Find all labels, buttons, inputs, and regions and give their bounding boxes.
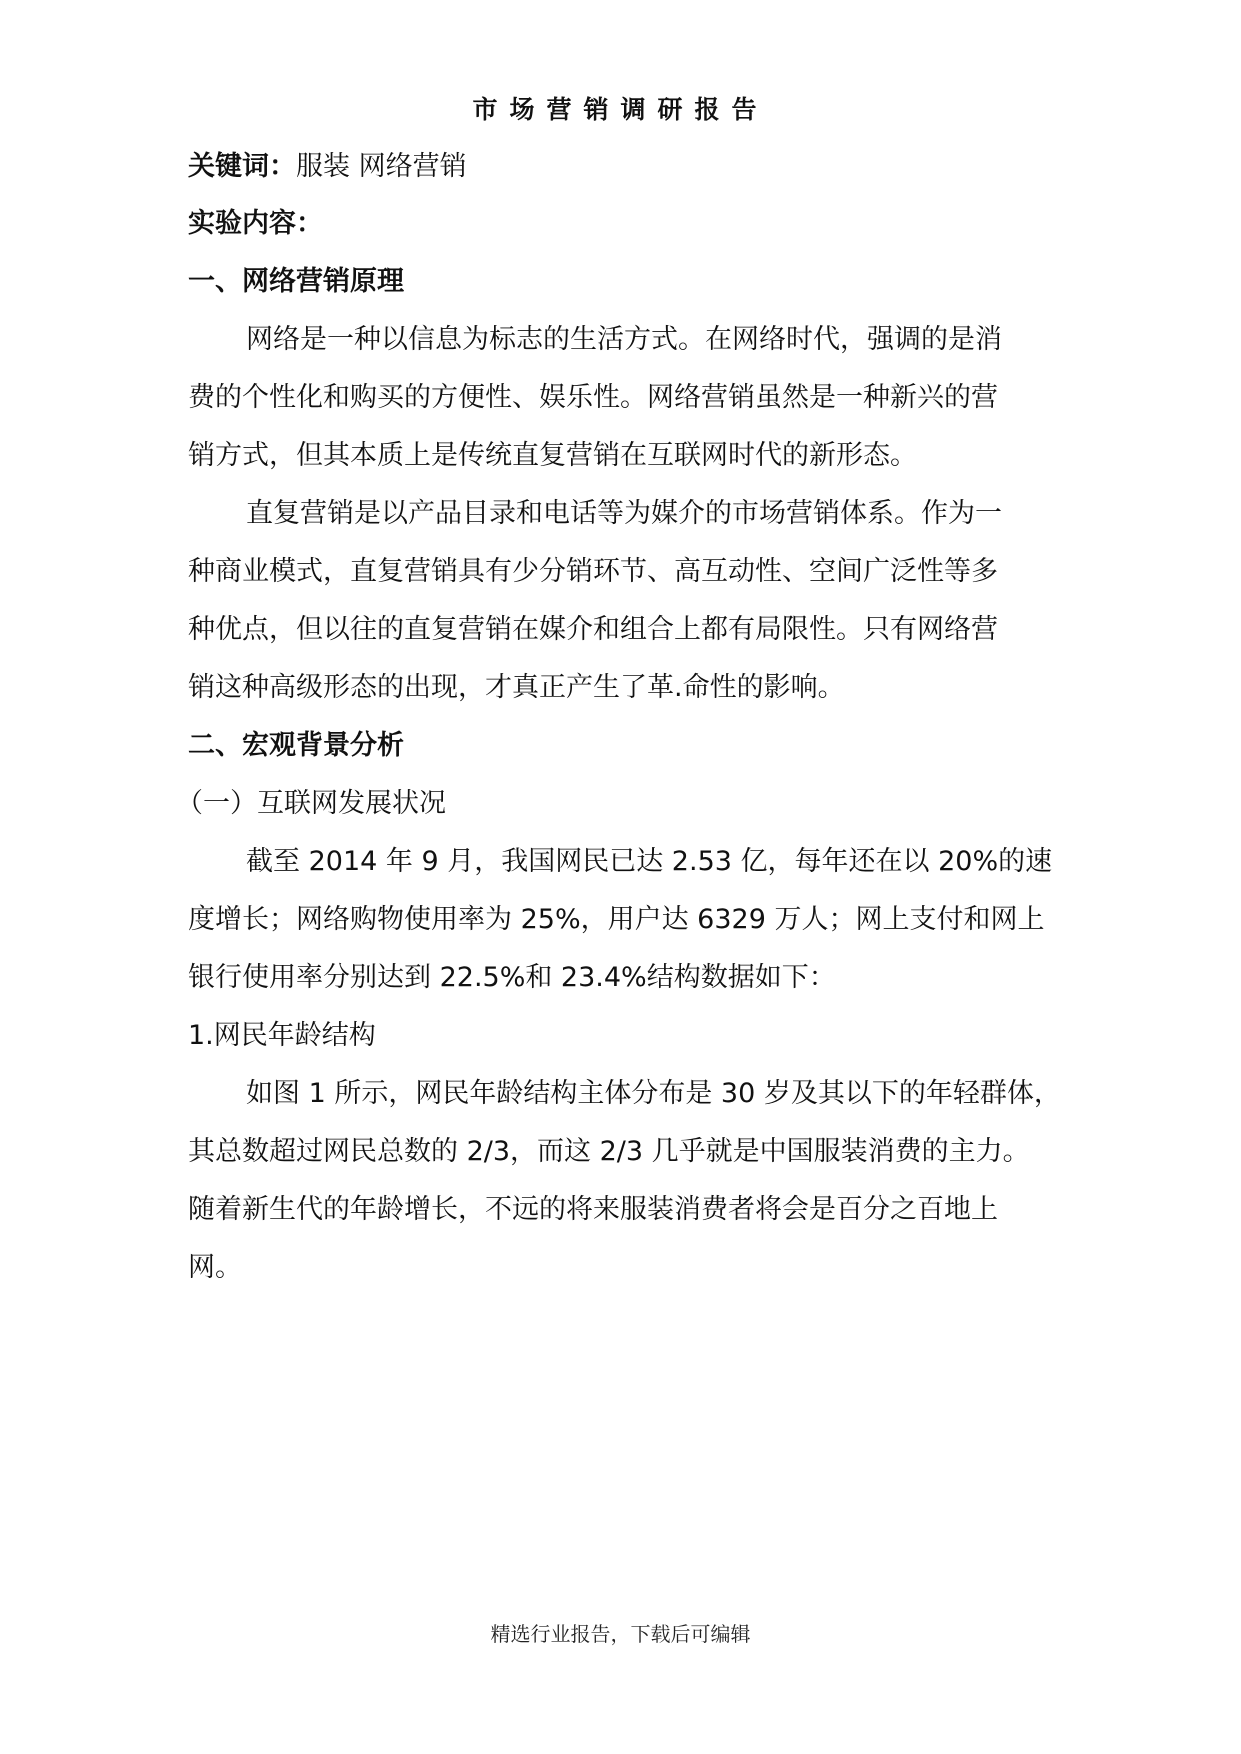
keywords-label: 关键词： [188, 151, 296, 182]
section2-item-heading: 1.网民年龄结构 [188, 1020, 376, 1051]
section2-heading: 二、宏观背景分析 [188, 730, 404, 761]
section1-p2-line-1: 直复营销是以产品目录和电话等为媒介的市场营销体系。作为一 [246, 498, 1002, 529]
experiment-label: 实验内容： [188, 208, 323, 239]
section2-p2-line-3: 随着新生代的年龄增长，不远的将来服装消费者将会是百分之百地上 [188, 1194, 998, 1225]
section2-p2-line-4: 网。 [188, 1252, 242, 1283]
section2-p2-line-2: 其总数超过网民总数的 2/3，而这 2/3 几乎就是中国服装消费的主力。 [188, 1136, 1030, 1167]
section1-p2-line-3: 种优点，但以往的直复营销在媒介和组合上都有局限性。只有网络营 [188, 614, 998, 645]
page-title: 市场营销调研报告 [472, 95, 769, 124]
section2-p1-line-3: 银行使用率分别达到 22.5%和 23.4%结构数据如下： [188, 962, 836, 993]
section1-p1-line-3: 销方式，但其本质上是传统直复营销在互联网时代的新形态。 [188, 440, 917, 471]
keywords-value: 服装 网络营销 [296, 151, 467, 182]
keywords-line [188, 149, 467, 185]
section1-p1-line-1: 网络是一种以信息为标志的生活方式。在网络时代，强调的是消 [246, 324, 1002, 355]
section2-subheading: （一）互联网发展状况 [176, 788, 446, 819]
section2-p1-line-2: 度增长；网络购物使用率为 25%，用户达 6329 万人；网上支付和网上 [188, 904, 1045, 935]
page-footer: 精选行业报告，下载后可编辑 [490, 1622, 751, 1646]
section1-heading: 一、网络营销原理 [188, 266, 404, 297]
section1-p2-line-4: 销这种高级形态的出现，才真正产生了革.命性的影响。 [188, 672, 845, 703]
section1-p1-line-2: 费的个性化和购买的方便性、娱乐性。网络营销虽然是一种新兴的营 [188, 382, 998, 413]
section2-p2-line-1: 如图 1 所示，网民年龄结构主体分布是 30 岁及其以下的年轻群体， [246, 1078, 1061, 1109]
section2-p1-line-1: 截至 2014 年 9 月，我国网民已达 2.53 亿，每年还在以 20%的速 [246, 846, 1053, 877]
section1-p2-line-2: 种商业模式，直复营销具有少分销环节、高互动性、空间广泛性等多 [188, 556, 998, 587]
